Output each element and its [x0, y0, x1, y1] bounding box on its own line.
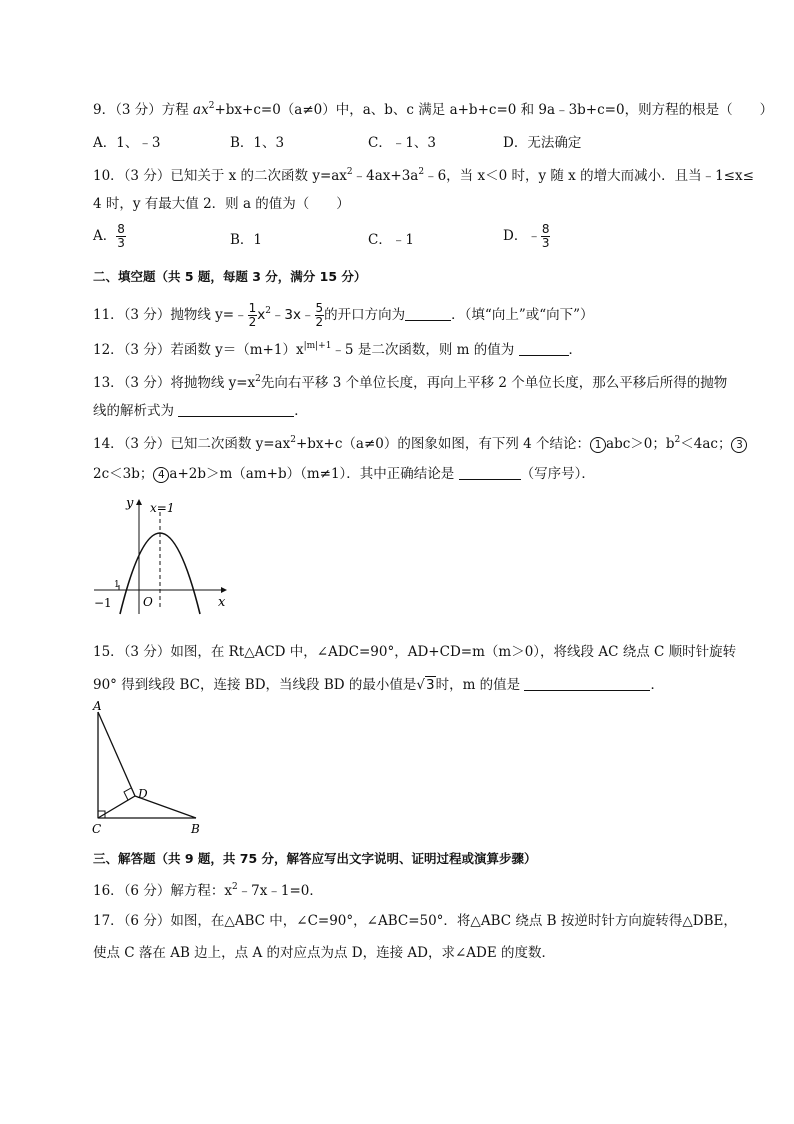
right-angle-mark-d — [124, 788, 131, 800]
question-12 — [93, 341, 582, 359]
fraction — [116, 223, 126, 250]
question-17 — [93, 912, 737, 930]
question-text-c: ﹣6，当 x＜0 时，y 随 x 的增大而减小．且当﹣1≤x≤ — [424, 168, 754, 184]
segment-ad — [98, 712, 135, 796]
neg-one-label: −1 — [94, 596, 112, 610]
conclusion-2: ＜4ac； — [680, 436, 732, 452]
tick-label: 1 — [114, 580, 120, 590]
circled-number: 4 — [153, 467, 169, 483]
exponent: 2 — [346, 167, 353, 177]
question-text-b: ﹣4ax+3a — [352, 168, 419, 184]
answer-blank[interactable] — [524, 676, 650, 691]
circled-number: 3 — [731, 437, 747, 453]
answer-blank[interactable] — [459, 465, 521, 480]
question-text-b: 时，m 的值是 — [435, 677, 525, 693]
conclusion-3: 2c＜3b； — [93, 466, 154, 482]
denominator: 3 — [117, 236, 125, 250]
exponent: 2 — [674, 435, 681, 445]
exponent: 2 — [265, 306, 271, 316]
question-text-b: ﹣7x﹣1=0． — [237, 883, 323, 899]
x-axis-label: x — [218, 595, 226, 610]
question-text: 已知关于 x 的二次函数 y=ax — [170, 168, 347, 184]
section-heading-solutions: 三、解答题（共 9 题，共 75 分，解答应写出文字说明、证明过程或演算步骤） — [93, 851, 537, 866]
origin-label: O — [143, 595, 153, 609]
parabola-curve — [120, 533, 200, 614]
question-text: 如图，在△ABC 中，∠C=90°，∠ABC=50°．将△ABC 绕点 B 按逆时针方向旋转得△DBE， — [170, 913, 737, 929]
question-number: 14． — [93, 436, 124, 452]
question-10 — [93, 167, 754, 185]
option-label: A． — [93, 228, 117, 244]
variable: x — [257, 307, 266, 323]
question-score: （6 分） — [123, 913, 171, 929]
question-score: （3 分） — [123, 644, 171, 660]
question-14 — [93, 435, 747, 453]
circled-number: 1 — [590, 437, 606, 453]
question-text-tail: ． — [568, 342, 582, 358]
exponent: 2 — [231, 882, 238, 892]
question-text-b: +bx+c（a≠0）的图象如图，有下列 4 个结论： — [295, 436, 591, 452]
question-number: 17． — [93, 913, 124, 929]
equation-tail: +bx+c=0（a≠0）中， — [214, 102, 363, 118]
question-text-tail: ．（填“向上”或“向下”） — [451, 307, 594, 323]
question-text: 若函数 y＝（m+1）x — [170, 342, 304, 358]
segment-cd — [98, 796, 135, 818]
y-axis-label: y — [126, 496, 134, 511]
question-number: 12． — [93, 342, 124, 358]
denominator: 3 — [541, 236, 550, 250]
question-text-b: 的开口方向为 — [324, 307, 406, 323]
question-number: 11． — [93, 307, 124, 323]
question-text-b: 先向右平移 3 个单位长度，再向上平移 2 个单位长度，那么平移后所得的抛物 — [260, 375, 728, 391]
q10-option-b: B．1 — [230, 232, 263, 248]
question-number: 9． — [93, 102, 116, 118]
symmetry-label: x=1 — [150, 501, 175, 515]
q9-option-a: A．1、﹣3 — [93, 135, 161, 151]
denominator: 2 — [248, 315, 257, 329]
question-number: 10． — [93, 168, 124, 184]
question-text: 线的解析式为 — [93, 403, 179, 419]
option-label: D．﹣ — [503, 228, 541, 244]
q9-option-d: D．无法确定 — [503, 135, 582, 151]
question-text-tail: ． — [294, 403, 308, 419]
numerator: 5 — [315, 301, 324, 315]
question-text: 已知二次函数 y=ax — [170, 436, 291, 452]
question-10-line-2: 4 时，y 有最大值 2．则 a 的值为（ ） — [93, 196, 350, 212]
q9-option-b: B．1、3 — [230, 135, 285, 151]
exponent-2: 2 — [418, 167, 425, 177]
q10-option-a — [93, 223, 126, 250]
numerator: 1 — [248, 301, 257, 315]
question-text: 解方程：x — [170, 883, 232, 899]
question-13 — [93, 374, 727, 392]
question-score: （3 分） — [123, 436, 171, 452]
fraction — [248, 302, 258, 329]
question-16 — [93, 882, 323, 900]
equation: ax — [193, 102, 209, 118]
question-text-tail: ． — [650, 677, 664, 693]
answer-blank[interactable] — [519, 341, 569, 356]
question-text-2: a、b、c 满足 a+b+c=0 和 9a﹣3b+c=0，则方程的根是（ ） — [362, 102, 774, 118]
question-score: （3 分） — [123, 375, 171, 391]
section-heading-fill-in: 二、填空题（共 5 题，每题 3 分，满分 15 分） — [93, 269, 367, 284]
question-11 — [93, 302, 594, 329]
question-score: （3 分） — [123, 342, 171, 358]
fraction — [541, 223, 551, 250]
answer-blank[interactable] — [405, 306, 451, 321]
exponent: |m|+1 — [303, 341, 332, 351]
question-text-b: ﹣5 是二次函数，则 m 的值为 — [331, 342, 519, 358]
answer-blank[interactable] — [178, 402, 294, 417]
question-score: （6 分） — [123, 883, 171, 899]
question-score: （3 分） — [115, 102, 162, 118]
exponent: 2 — [208, 101, 215, 111]
question-text: 将抛物线 y=x — [170, 375, 256, 391]
term: ﹣3x﹣ — [270, 307, 315, 323]
exponent: 2 — [255, 374, 261, 384]
conclusion-1: abc＞0；b — [606, 436, 675, 452]
radicand: 3 — [425, 677, 435, 693]
exponent: 2 — [290, 435, 296, 445]
point-d-label: D — [138, 787, 148, 801]
question-number: 15． — [93, 644, 124, 660]
numerator: 8 — [541, 222, 550, 236]
square-root: √3 — [416, 677, 435, 693]
conclusion-4: a+2b＞m（am+b）（m≠1）．其中正确结论是 — [169, 466, 459, 482]
question-text: 90° 得到线段 BC，连接 BD，当线段 BD 的最小值是 — [93, 677, 417, 693]
question-13-line-2 — [93, 402, 308, 420]
point-b-label: B — [191, 822, 200, 836]
question-text: 如图，在 Rt△ACD 中，∠ADC=90°，AD+CD=m（m＞0），将线段 AC 绕点 C 顺时针旋转 — [170, 644, 737, 660]
triangle-figure — [88, 698, 218, 838]
denominator: 2 — [315, 315, 324, 329]
q9-option-c: C．﹣1、3 — [368, 135, 437, 151]
question-text: 抛物线 y=﹣ — [170, 307, 248, 323]
question-text: 方程 — [161, 102, 194, 118]
numerator: 8 — [117, 222, 125, 236]
question-score: （3 分） — [123, 307, 171, 323]
question-15-line-2 — [93, 676, 664, 694]
question-14-line-2 — [93, 465, 595, 483]
question-17-line-2: 使点 C 落在 AB 边上，点 A 的对应点为点 D，连接 AD，求∠ADE 的度数． — [93, 945, 556, 961]
point-a-label: A — [93, 699, 102, 713]
question-number: 16． — [93, 883, 124, 899]
q10-option-d — [503, 223, 550, 250]
question-15 — [93, 643, 736, 661]
q10-option-c: C．﹣1 — [368, 232, 414, 248]
question-9 — [93, 101, 773, 119]
question-text-tail: （写序号）． — [520, 466, 595, 482]
question-number: 13． — [93, 375, 124, 391]
fraction-2 — [315, 302, 325, 329]
point-c-label: C — [92, 822, 102, 836]
parabola-graph — [88, 490, 248, 620]
question-score: （3 分） — [123, 168, 171, 184]
